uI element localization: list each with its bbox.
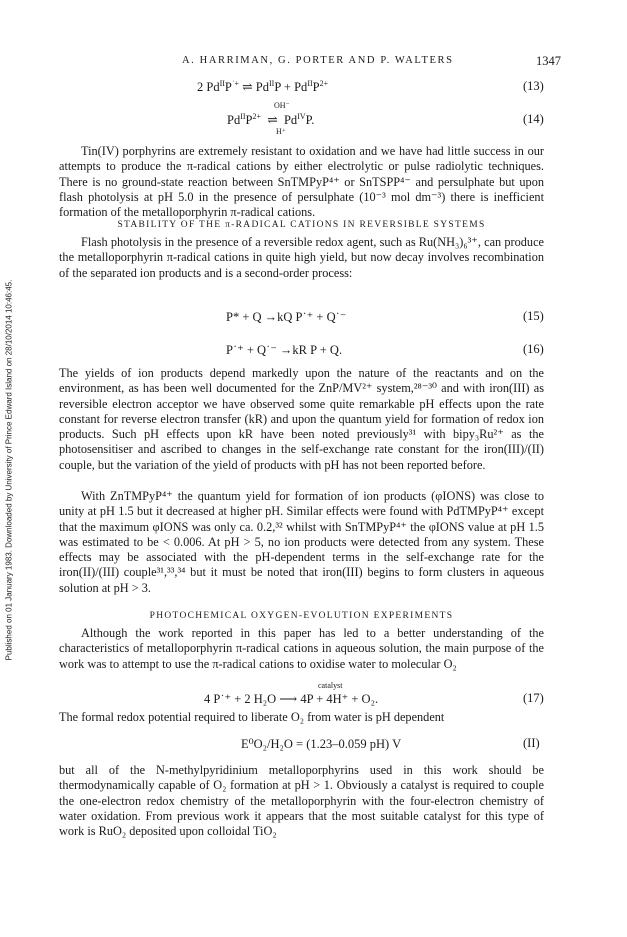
paragraph-flash-photolysis: Flash photolysis in the presence of a reversible redox agent, such as Ru(NH₃)₆³⁺, can produce the metalloporphyrin π-radical cations in quite high yield, but now decay involves recombination of the separated ion products and is a second-order process: bbox=[59, 235, 544, 280]
equation-14-oh: OH⁻ bbox=[274, 101, 290, 110]
download-notice: Published on 01 January 1983. Downloaded by University of Prince Edward Island on 28/10/2014 10:46:45. bbox=[4, 279, 14, 661]
equation-13-number: (13) bbox=[523, 79, 544, 93]
page-number: 1347 bbox=[536, 54, 561, 68]
equation-14 bbox=[0, 101, 627, 141]
equation-II-number: (II) bbox=[523, 736, 540, 750]
paragraph-quantum-yield: With ZnTMPyP⁴⁺ the quantum yield for formation of ion products (φIONS) was close to unity at pH 1.5 but it decreased at higher pH. Similar effects were found with PdTMPyP⁴⁺ except that the maximum φIONS was only ca. 0.2,³² whilst with SnTMPyP⁴⁺ the φIONS value at pH 1.5 was estimated to be < 0.006. At pH > 5, no ion products were detected from any system. These effects may be associated with the pH-dependent terms in the self-exchange rate for the iron(II)/(III) couple³¹,³³,³⁴ but it must be noted that iron(III) begins to form clusters in aqueous solution at pH > 3. bbox=[59, 489, 544, 595]
paragraph-water-oxidation: Although the work reported in this paper has led to a better understanding of the characteristics of metalloporphyrin π-radical cations in aqueous solution, the main purpose of the work was to attempt to use the π-radical cations to oxidise water to molecular O₂ bbox=[59, 626, 544, 671]
paragraph-tin-porphyrins: Tin(IV) porphyrins are extremely resistant to oxidation and we have had little success in our attempts to produce the π-radical cations by either electrolytic or pulse radiolytic techniques. There is no ground-state reaction between SnTMPyP⁴⁺ or SnTSPP⁴⁻ and persulphate but upon flash photolysis at pH 5.0 in the presence of persulphate (10⁻³ mol dm⁻³) there is inefficient formation of the metalloporphyrin π-radical cations. bbox=[59, 144, 544, 220]
equation-16-number: (16) bbox=[523, 342, 544, 356]
equation-14-hplus: H⁺ bbox=[276, 127, 286, 136]
equation-17-formula: 4 P˙⁺ + 2 H₂O ⟶ 4P + 4H⁺ + O₂. bbox=[204, 692, 379, 706]
equation-II-formula: E⁰O₂/H₂O = (1.23–0.059 pH) V bbox=[241, 737, 402, 751]
header-authors: A. HARRIMAN, G. PORTER AND P. WALTERS bbox=[182, 55, 454, 66]
equation-16-formula: P˙⁺ + Q˙⁻ →kR P + Q. bbox=[226, 343, 343, 357]
equation-14-number: (14) bbox=[523, 112, 544, 126]
equation-15-number: (15) bbox=[523, 309, 544, 323]
equation-17 bbox=[0, 681, 627, 709]
running-header bbox=[0, 55, 627, 69]
paragraph-catalyst: but all of the N-methylpyridinium metalloporphyrins used in this work should be thermodynamically capable of O₂ formation at pH > 1. Obviously a catalyst is required to couple the one-electron redox chemistry of the metalloporphyrin with the four-electron chemistry of water oxidation. From previous work it appears that the most suitable catalyst for this type of work is RuO₂ deposited upon colloidal TiO₂ bbox=[59, 763, 544, 839]
section-heading-stability: STABILITY OF THE π-RADICAL CATIONS IN REVERSIBLE SYSTEMS bbox=[117, 220, 486, 230]
equation-17-number: (17) bbox=[523, 691, 544, 705]
equation-13-formula: 2 $Pd^{II}P^{˙+}$ ⇌ $Pd^{II}P + Pd^{II}P^{2+}$ bbox=[197, 78, 329, 94]
equation-15-formula: P* + Q →kQ P˙⁺ + Q˙⁻ bbox=[226, 310, 347, 324]
section-heading-oxygen-evolution: PHOTOCHEMICAL OXYGEN-EVOLUTION EXPERIMENTS bbox=[149, 611, 454, 621]
equation-14-formula: $Pd^{II}P^{2+}$ ⇌ $Pd^{IV}P$. bbox=[227, 111, 315, 127]
paragraph-redox-potential: The formal redox potential required to liberate O₂ from water is pH dependent bbox=[59, 710, 445, 724]
equation-17-catalyst: catalyst bbox=[318, 681, 343, 690]
paragraph-ion-yields: The yields of ion products depend markedly upon the nature of the reactants and on the environment, as has been well documented for the ZnP/MV²⁺ system,²⁸⁻³⁰ and with iron(III) as reversible electron acceptor we have observed some quite remarkable pH effects upon the rate constant for reverse electron transfer (kR) and upon the quantum yield for formation of redox ion products. Such pH effects upon kR have been noted previously³¹ with bipy₃Ru²⁺ as the photosensitiser and ascribed to changes in the self-exchange rate constant for the iron(III)/(II) couple, but the variation of the yield of products with pH has not been reported before. bbox=[59, 366, 544, 472]
